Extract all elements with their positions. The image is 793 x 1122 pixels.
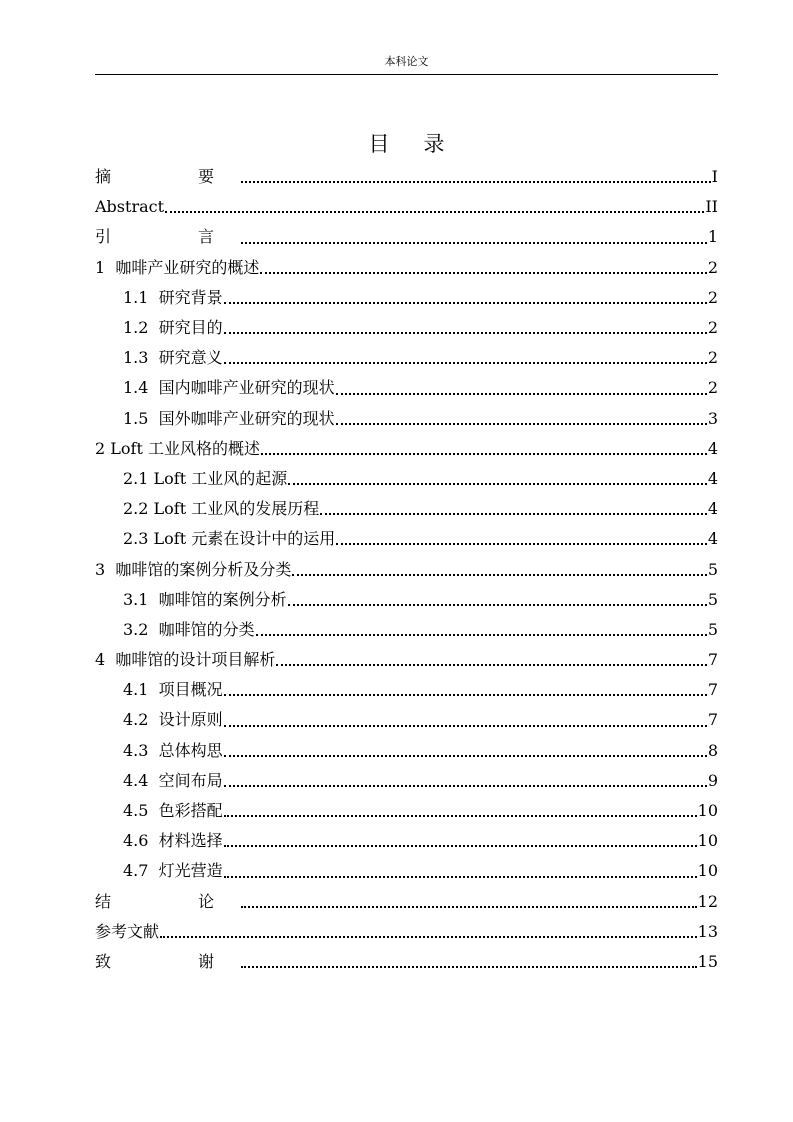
toc-entry[interactable]	[95, 766, 718, 796]
toc-entry-page: 2	[707, 348, 718, 368]
toc-leader-dots	[288, 482, 707, 485]
toc-leader-dots	[336, 392, 707, 395]
toc-entry-label: 4.5 色彩搭配	[123, 801, 223, 821]
toc-leader-dots	[241, 965, 697, 968]
toc-leader-dots	[224, 875, 697, 878]
toc-leader-dots	[224, 361, 707, 364]
toc-entry[interactable]	[95, 283, 718, 313]
toc-leader-dots	[292, 573, 706, 576]
toc-entry[interactable]	[95, 222, 718, 252]
toc-leader-dots	[336, 542, 707, 545]
toc-entry-label: 2.3 Loft 元素在设计中的运用	[123, 529, 336, 549]
toc-leader-dots	[241, 180, 711, 183]
toc-leader-dots	[224, 301, 707, 304]
toc-entry-page: 10	[697, 831, 718, 851]
toc-entry[interactable]	[95, 494, 718, 524]
toc-entry[interactable]	[95, 947, 718, 977]
toc-title: 目录	[368, 132, 479, 156]
toc-entry[interactable]	[95, 343, 718, 373]
toc-entry[interactable]	[95, 373, 718, 403]
toc-entry[interactable]	[95, 615, 718, 645]
toc-leader-dots	[320, 512, 707, 515]
toc-entry[interactable]	[95, 192, 718, 222]
toc-entry-label: 1.1 研究背景	[123, 287, 223, 307]
toc-entry-page: 4	[707, 438, 718, 458]
toc-leader-dots	[241, 905, 697, 908]
toc-entry-page: 4	[707, 468, 718, 488]
toc-entry-page: 13	[697, 921, 718, 941]
toc-entry-label: 4.2 设计原则	[123, 710, 223, 730]
toc-entry-page: 3	[707, 408, 718, 428]
toc-entry-label: 4.3 总体构思	[123, 740, 223, 760]
toc-entry-page: 4	[707, 529, 718, 549]
toc-leader-dots	[241, 241, 707, 244]
toc-entry-page: 9	[707, 770, 718, 790]
toc-entry[interactable]	[95, 464, 718, 494]
toc-entry-label: 1.2 研究目的	[123, 318, 223, 338]
toc-entry[interactable]	[95, 404, 718, 434]
toc-entry-page: 10	[697, 801, 718, 821]
toc-entry[interactable]	[95, 796, 718, 826]
toc-entry-label: Abstract	[95, 197, 165, 217]
toc-leader-dots	[224, 814, 697, 817]
toc-leader-dots	[256, 633, 707, 636]
toc-entry[interactable]	[95, 313, 718, 343]
toc-entry-label: 4.1 项目概况	[123, 680, 223, 700]
toc-entry-label: 摘 要	[95, 167, 240, 187]
toc-leader-dots	[165, 210, 704, 213]
toc-entry-label: 2.2 Loft 工业风的发展历程	[123, 499, 320, 519]
toc-entry-label: 引 言	[95, 227, 240, 247]
toc-entry[interactable]	[95, 887, 718, 917]
toc-entry[interactable]	[95, 524, 718, 554]
toc-leader-dots	[336, 422, 707, 425]
toc-entry-page: 2	[707, 257, 718, 277]
toc-entry-label: 2.1 Loft 工业风的起源	[123, 468, 288, 488]
table-of-contents	[95, 162, 718, 977]
toc-entry-label: 1 咖啡产业研究的概述	[95, 257, 260, 277]
toc-entry[interactable]	[95, 705, 718, 735]
toc-leader-dots	[276, 663, 706, 666]
toc-entry-page: 5	[707, 619, 718, 639]
toc-entry[interactable]	[95, 434, 718, 464]
toc-entry-page: 7	[707, 710, 718, 730]
toc-entry-page: 2	[707, 318, 718, 338]
toc-entry[interactable]	[95, 554, 718, 584]
toc-leader-dots	[224, 844, 697, 847]
toc-entry-label: 1.5 国外咖啡产业研究的现状	[123, 408, 335, 428]
toc-entry-label: 3 咖啡馆的案例分析及分类	[95, 559, 292, 579]
toc-entry-label: 3.2 咖啡馆的分类	[123, 619, 255, 639]
toc-leader-dots	[160, 935, 697, 938]
toc-entry[interactable]	[95, 645, 718, 675]
toc-entry-label: 4.6 材料选择	[123, 831, 223, 851]
toc-entry-page: 10	[697, 861, 718, 881]
toc-entry-label: 3.1 咖啡馆的案例分析	[123, 589, 287, 609]
toc-entry-page: 5	[707, 589, 718, 609]
toc-entry[interactable]	[95, 856, 718, 886]
toc-entry-page: 8	[707, 740, 718, 760]
toc-entry-page: 1	[707, 227, 718, 247]
toc-entry-label: 参考文献	[95, 921, 160, 941]
toc-entry-page: 15	[697, 951, 718, 971]
toc-entry-page: 2	[707, 287, 718, 307]
toc-entry[interactable]	[95, 736, 718, 766]
toc-entry[interactable]	[95, 826, 718, 856]
toc-entry[interactable]	[95, 585, 718, 615]
toc-entry[interactable]	[95, 253, 718, 283]
toc-leader-dots	[224, 331, 707, 334]
toc-entry-label: 4 咖啡馆的设计项目解析	[95, 650, 276, 670]
toc-entry[interactable]	[95, 917, 718, 947]
header-text: 本科论文	[384, 55, 429, 68]
toc-entry-label: 致 谢	[95, 951, 240, 971]
toc-entry-page: II	[705, 197, 718, 217]
toc-entry-label: 结 论	[95, 891, 240, 911]
toc-leader-dots	[224, 784, 707, 787]
toc-entry-page: 12	[697, 891, 718, 911]
page-header	[95, 56, 718, 75]
toc-entry-label: 1.3 研究意义	[123, 348, 223, 368]
toc-entry-page: 7	[707, 650, 718, 670]
toc-leader-dots	[261, 452, 707, 455]
toc-entry-label: 4.4 空间布局	[123, 770, 223, 790]
toc-leader-dots	[288, 603, 707, 606]
toc-entry[interactable]	[95, 675, 718, 705]
toc-leader-dots	[224, 724, 707, 727]
toc-entry-page: 2	[707, 378, 718, 398]
toc-entry-label: 2 Loft 工业风格的概述	[95, 438, 260, 458]
toc-entry-page: I	[711, 167, 718, 187]
toc-entry-label: 4.7 灯光营造	[123, 861, 223, 881]
toc-entry-page: 7	[707, 680, 718, 700]
toc-leader-dots	[260, 271, 706, 274]
toc-entry[interactable]	[95, 162, 718, 192]
toc-entry-page: 5	[707, 559, 718, 579]
toc-entry-label: 1.4 国内咖啡产业研究的现状	[123, 378, 335, 398]
toc-entry-page: 4	[707, 499, 718, 519]
toc-leader-dots	[224, 693, 707, 696]
toc-leader-dots	[224, 754, 707, 757]
